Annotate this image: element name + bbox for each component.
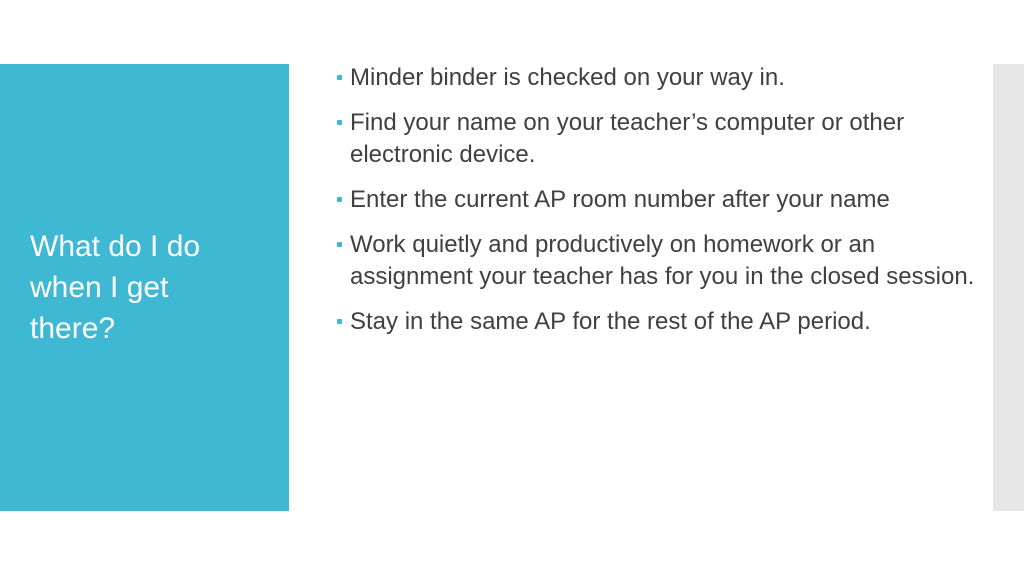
square-bullet-icon (337, 242, 342, 247)
bullet-list (336, 62, 976, 351)
bullet-text: Minder binder is checked on your way in. (350, 64, 785, 91)
square-bullet-icon (337, 197, 342, 202)
bullet-item (336, 306, 976, 338)
square-bullet-icon (337, 120, 342, 125)
square-bullet-icon (337, 319, 342, 324)
bullet-item (336, 229, 976, 293)
bullet-item (336, 62, 976, 94)
slide-title: What do I do when I get there? (30, 230, 201, 345)
right-accent-strip (993, 64, 1024, 511)
bullet-item (336, 184, 976, 216)
bullet-text: Stay in the same AP for the rest of the AP period. (350, 308, 871, 335)
bullet-text: Work quietly and productively on homework or an assignment your teacher has for you in the closed session. (350, 231, 975, 290)
bullet-text: Find your name on your teacher’s computer or other electronic device. (350, 109, 905, 168)
square-bullet-icon (337, 75, 342, 80)
bullet-text: Enter the current AP room number after your name (350, 186, 890, 213)
bullet-item (336, 107, 976, 171)
